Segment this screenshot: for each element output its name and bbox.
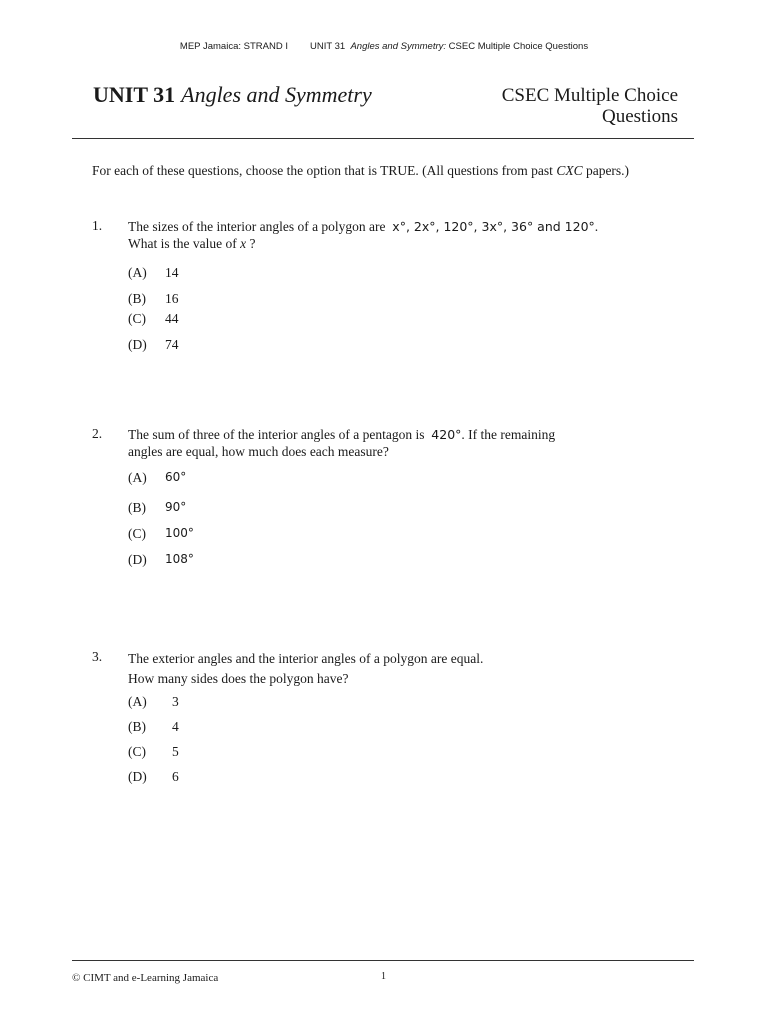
option-value: 16 bbox=[165, 291, 179, 306]
option-label: (B) bbox=[128, 291, 146, 306]
option-label: (B) bbox=[128, 719, 146, 734]
angle-sum: 420° bbox=[431, 427, 462, 442]
page-title bbox=[93, 82, 372, 108]
option-value: 4 bbox=[172, 719, 179, 734]
option-value: 100° bbox=[165, 526, 194, 540]
header-unit: UNIT 31 bbox=[309, 41, 346, 52]
option-value: 14 bbox=[165, 265, 179, 280]
question-line-end: ? bbox=[249, 236, 256, 251]
variable: x bbox=[240, 236, 247, 251]
option-value: 3 bbox=[172, 694, 179, 709]
header-section: CSEC Multiple Choice Questions bbox=[448, 41, 589, 52]
question-1-text bbox=[128, 218, 598, 252]
question-2-text bbox=[128, 426, 555, 460]
instructions-end: papers.) bbox=[582, 163, 630, 178]
option-value: 90° bbox=[165, 500, 187, 514]
question-number: 1. bbox=[92, 218, 103, 233]
option-value: 74 bbox=[165, 337, 179, 352]
section-title bbox=[502, 85, 678, 127]
section-title-line2: Questions bbox=[602, 106, 678, 127]
instructions bbox=[92, 163, 629, 179]
option-value: 44 bbox=[165, 311, 179, 326]
option-label: (D) bbox=[128, 769, 147, 784]
option-value: 5 bbox=[172, 744, 179, 759]
question-line-end: . If the remaining bbox=[461, 427, 556, 442]
option-label: (A) bbox=[128, 694, 147, 709]
question-line: How many sides does the polygon have? bbox=[128, 671, 349, 686]
header-topic: Angles and Symmetry: bbox=[350, 41, 447, 52]
footer-divider bbox=[72, 960, 694, 961]
question-line-text: The sizes of the interior angles of a polygon are bbox=[128, 219, 386, 234]
page-number: 1 bbox=[381, 971, 386, 982]
option-label: (D) bbox=[128, 337, 147, 352]
question-number: 2. bbox=[92, 426, 103, 441]
option-label: (A) bbox=[128, 470, 147, 485]
section-title-line1: CSEC Multiple Choice bbox=[501, 85, 678, 106]
option-value: 60° bbox=[165, 470, 187, 484]
running-header bbox=[0, 41, 768, 52]
option-label: (C) bbox=[128, 744, 146, 759]
option-value: 6 bbox=[172, 769, 179, 784]
question-line bbox=[128, 235, 598, 252]
question-number: 3. bbox=[92, 649, 103, 664]
option-label: (A) bbox=[128, 265, 147, 280]
instructions-source: CXC bbox=[556, 163, 583, 178]
question-line bbox=[128, 426, 555, 443]
question-line-text: What is the value of bbox=[128, 236, 237, 251]
question-line bbox=[128, 218, 598, 235]
unit-number: UNIT 31 bbox=[93, 82, 176, 107]
question-line-text: The sum of three of the interior angles of a pentagon is bbox=[128, 427, 425, 442]
footer-copyright: © CIMT and e-Learning Jamaica bbox=[72, 972, 219, 984]
question-line: angles are equal, how much does each measure? bbox=[128, 444, 389, 459]
title-divider bbox=[72, 138, 694, 139]
question-3-text bbox=[128, 649, 483, 689]
option-label: (B) bbox=[128, 500, 146, 515]
question-line-end: . bbox=[594, 219, 599, 234]
option-label: (D) bbox=[128, 552, 147, 567]
option-label: (C) bbox=[128, 526, 146, 541]
instructions-text: For each of these questions, choose the option that is TRUE. (All questions from past bbox=[92, 163, 557, 178]
header-strand: MEP Jamaica: STRAND I bbox=[179, 41, 288, 52]
option-value: 108° bbox=[165, 552, 194, 566]
angle-list: x°, 2x°, 120°, 3x°, 36° and 120° bbox=[392, 219, 595, 234]
option-label: (C) bbox=[128, 311, 146, 326]
unit-name: Angles and Symmetry bbox=[181, 82, 372, 107]
question-line: The exterior angles and the interior angles of a polygon are equal. bbox=[128, 651, 484, 666]
